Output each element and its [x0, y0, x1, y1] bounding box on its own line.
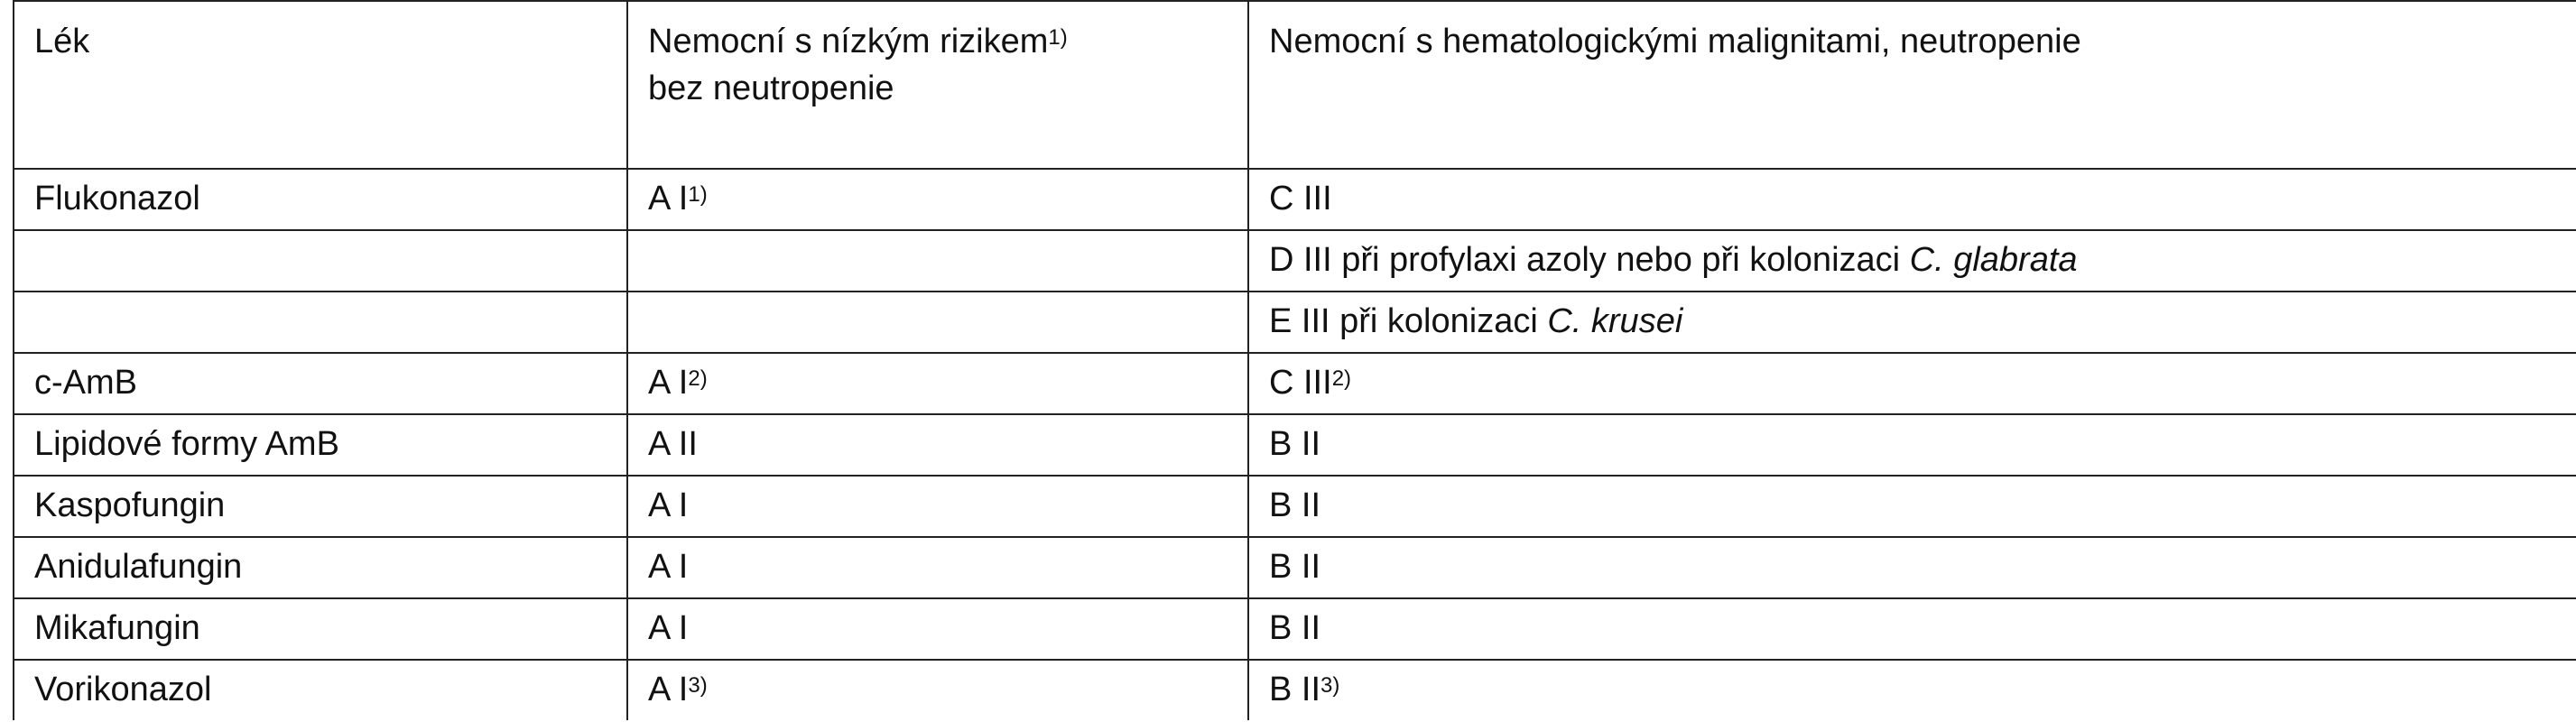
- hematologic-grade: B II: [1269, 671, 1321, 708]
- header-low-risk-footnote: 1): [1048, 25, 1068, 50]
- hematologic-grade: C III: [1269, 180, 1332, 218]
- cell-low-risk: [627, 598, 1248, 660]
- header-drug: [14, 1, 627, 169]
- recommendation-table-container: [13, 0, 2576, 720]
- cell-hematologic: [1248, 169, 2576, 230]
- hematologic-grade: B II: [1269, 609, 1321, 647]
- low-risk-footnote: 1): [688, 182, 708, 207]
- cell-hematologic: [1248, 414, 2576, 476]
- table-row: [14, 353, 2576, 414]
- table-row: [14, 230, 2576, 292]
- drug-name: Anidulafungin: [34, 548, 243, 586]
- cell-hematologic: [1248, 598, 2576, 660]
- cell-low-risk: [627, 414, 1248, 476]
- table-row: [14, 414, 2576, 476]
- species-name: C. glabrata: [1909, 241, 2078, 279]
- table-row: [14, 598, 2576, 660]
- hematologic-grade: B II: [1269, 548, 1321, 586]
- hematologic-footnote: 2): [1331, 366, 1352, 391]
- cell-low-risk: [627, 230, 1248, 292]
- table-header-row: [14, 1, 2576, 169]
- cell-low-risk: [627, 537, 1248, 598]
- cell-hematologic: [1248, 660, 2576, 720]
- low-risk-grade: A I: [648, 486, 689, 524]
- header-hematologic-label: Nemocní s hematologickými malignitami, neutropenie: [1269, 23, 2081, 60]
- drug-name: Vorikonazol: [34, 671, 212, 708]
- drug-name: c-AmB: [34, 364, 137, 402]
- drug-name: Mikafungin: [34, 609, 200, 647]
- drug-name: Flukonazol: [34, 180, 200, 218]
- low-risk-footnote: 2): [688, 366, 708, 391]
- cell-drug: [14, 353, 627, 414]
- cell-drug: [14, 292, 627, 353]
- cell-drug: [14, 414, 627, 476]
- hematologic-grade: C III: [1269, 364, 1332, 402]
- cell-low-risk: [627, 169, 1248, 230]
- low-risk-grade: A I: [648, 548, 689, 586]
- hematologic-grade: E III při kolonizaci: [1269, 302, 1548, 340]
- species-name: C. krusei: [1547, 302, 1683, 340]
- cell-drug: [14, 660, 627, 720]
- recommendation-table: [13, 0, 2576, 720]
- header-hematologic: [1248, 1, 2576, 169]
- cell-low-risk: [627, 292, 1248, 353]
- cell-drug: [14, 598, 627, 660]
- cell-drug: [14, 476, 627, 537]
- low-risk-grade: A I: [648, 609, 689, 647]
- cell-hematologic: [1248, 476, 2576, 537]
- header-low-risk: [627, 1, 1248, 169]
- hematologic-grade: B II: [1269, 486, 1321, 524]
- drug-name: Kaspofungin: [34, 486, 226, 524]
- header-drug-label: Lék: [34, 23, 90, 60]
- drug-name: Lipidové formy AmB: [34, 425, 339, 463]
- low-risk-grade: A II: [648, 425, 698, 463]
- hematologic-grade: D III při profylaxi azoly nebo při kolonizaci: [1269, 241, 1910, 279]
- cell-hematologic: [1248, 292, 2576, 353]
- cell-low-risk: [627, 476, 1248, 537]
- table-row: [14, 292, 2576, 353]
- low-risk-grade: A I: [648, 364, 689, 402]
- header-low-risk-text: Nemocní s nízkým rizikem: [648, 23, 1049, 60]
- table-row: [14, 169, 2576, 230]
- cell-drug: [14, 230, 627, 292]
- low-risk-grade: A I: [648, 180, 689, 218]
- low-risk-grade: A I: [648, 671, 689, 708]
- cell-low-risk: [627, 660, 1248, 720]
- table-row: [14, 537, 2576, 598]
- low-risk-footnote: 3): [688, 673, 708, 698]
- cell-hematologic: [1248, 537, 2576, 598]
- cell-low-risk: [627, 353, 1248, 414]
- hematologic-footnote: 3): [1320, 673, 1340, 698]
- header-low-risk-line2: bez neutropenie: [648, 69, 894, 107]
- hematologic-grade: B II: [1269, 425, 1321, 463]
- cell-hematologic: [1248, 230, 2576, 292]
- cell-drug: [14, 537, 627, 598]
- cell-drug: [14, 169, 627, 230]
- header-low-risk-line1: [648, 18, 1247, 65]
- table-row: [14, 476, 2576, 537]
- cell-hematologic: [1248, 353, 2576, 414]
- table-row: [14, 660, 2576, 720]
